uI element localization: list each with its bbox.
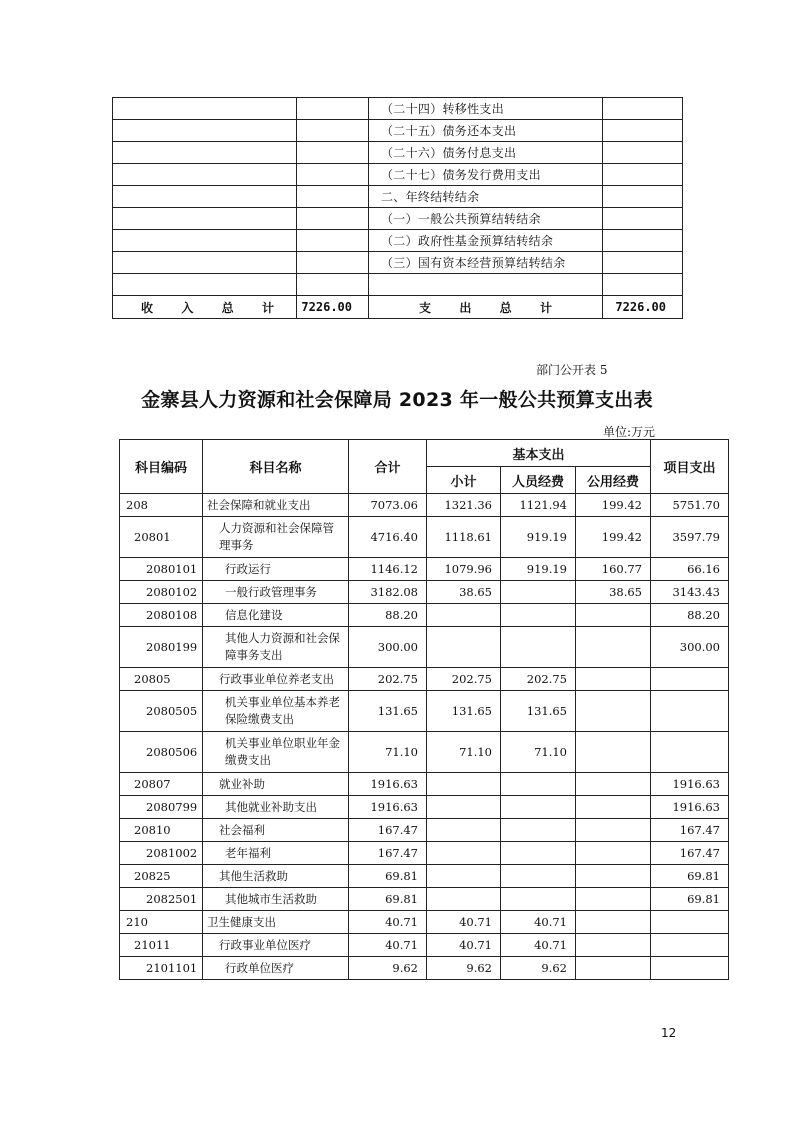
total-cell: 4716.40 <box>349 517 427 558</box>
expense-item-cell: （二）政府性基金预算结转结余 <box>369 230 603 252</box>
public-cell <box>576 819 651 842</box>
empty-cell <box>297 142 369 164</box>
table-row <box>120 558 729 581</box>
public-cell: 199.42 <box>576 517 651 558</box>
project-cell <box>651 957 729 980</box>
public-cell <box>576 604 651 627</box>
subtotal-cell: 1321.36 <box>427 494 501 517</box>
code-cell: 2080506 <box>120 732 203 773</box>
name-cell: 信息化建设 <box>203 604 349 627</box>
summary-row <box>113 164 683 186</box>
empty-cell <box>113 120 297 142</box>
total-cell: 9.62 <box>349 957 427 980</box>
empty-cell <box>603 208 683 230</box>
subtotal-cell: 40.71 <box>427 934 501 957</box>
summary-row <box>113 142 683 164</box>
subtotal-cell: 131.65 <box>427 691 501 732</box>
code-cell: 20810 <box>120 819 203 842</box>
expense-item-cell: （一）一般公共预算结转结余 <box>369 208 603 230</box>
empty-cell <box>603 274 683 296</box>
summary-row <box>113 230 683 252</box>
empty-cell <box>297 164 369 186</box>
budget-expenditure-table <box>119 439 729 980</box>
personnel-cell: 131.65 <box>501 691 576 732</box>
empty-cell <box>603 252 683 274</box>
table-row <box>120 773 729 796</box>
public-cell <box>576 934 651 957</box>
table-row <box>120 732 729 773</box>
page-title: 金寨县人力资源和社会保障局 2023 年一般公共预算支出表 <box>141 389 653 411</box>
total-cell: 7073.06 <box>349 494 427 517</box>
expense-item-cell: （二十六）债务付息支出 <box>369 142 603 164</box>
total-cell: 167.47 <box>349 842 427 865</box>
code-cell: 20805 <box>120 668 203 691</box>
project-cell <box>651 668 729 691</box>
code-cell: 2080101 <box>120 558 203 581</box>
table-row <box>120 819 729 842</box>
total-cell: 88.20 <box>349 604 427 627</box>
name-cell: 就业补助 <box>203 773 349 796</box>
income-total-label: 收入总计 <box>113 296 297 319</box>
subtotal-cell: 9.62 <box>427 957 501 980</box>
page-number: 12 <box>661 1026 677 1040</box>
project-cell: 1916.63 <box>651 796 729 819</box>
code-cell: 2081002 <box>120 842 203 865</box>
code-cell: 21011 <box>120 934 203 957</box>
total-cell: 300.00 <box>349 627 427 668</box>
subtotal-cell <box>427 888 501 911</box>
table-row <box>120 691 729 732</box>
name-cell: 行政运行 <box>203 558 349 581</box>
code-cell: 208 <box>120 494 203 517</box>
public-cell <box>576 865 651 888</box>
expense-item-cell: （三）国有资本经营预算结转结余 <box>369 252 603 274</box>
code-cell: 20825 <box>120 865 203 888</box>
subtotal-cell: 38.65 <box>427 581 501 604</box>
empty-cell <box>113 98 297 120</box>
project-cell: 5751.70 <box>651 494 729 517</box>
project-cell: 69.81 <box>651 888 729 911</box>
table-row <box>120 581 729 604</box>
name-cell: 社会保障和就业支出 <box>203 494 349 517</box>
empty-cell <box>113 274 297 296</box>
empty-cell <box>297 252 369 274</box>
header-subtotal: 小计 <box>427 467 501 494</box>
total-cell: 40.71 <box>349 911 427 934</box>
table-row <box>120 842 729 865</box>
personnel-cell <box>501 604 576 627</box>
header-personnel: 人员经费 <box>501 467 576 494</box>
table-row <box>120 494 729 517</box>
public-cell <box>576 842 651 865</box>
empty-cell <box>603 142 683 164</box>
personnel-cell <box>501 627 576 668</box>
name-cell: 行政事业单位养老支出 <box>203 668 349 691</box>
project-cell: 3143.43 <box>651 581 729 604</box>
code-cell: 20807 <box>120 773 203 796</box>
summary-total-row <box>113 296 683 319</box>
public-cell <box>576 888 651 911</box>
personnel-cell: 202.75 <box>501 668 576 691</box>
personnel-cell: 40.71 <box>501 911 576 934</box>
project-cell: 69.81 <box>651 865 729 888</box>
empty-cell <box>297 120 369 142</box>
summary-row <box>113 98 683 120</box>
project-cell: 1916.63 <box>651 773 729 796</box>
subtotal-cell <box>427 627 501 668</box>
subtotal-cell: 1118.61 <box>427 517 501 558</box>
project-cell: 300.00 <box>651 627 729 668</box>
empty-cell <box>113 208 297 230</box>
summary-row <box>113 274 683 296</box>
expense-item-cell: （二十五）债务还本支出 <box>369 120 603 142</box>
name-cell: 其他就业补助支出 <box>203 796 349 819</box>
public-cell <box>576 957 651 980</box>
unit-label: 单位:万元 <box>603 425 656 439</box>
header-code: 科目编码 <box>120 440 203 494</box>
code-cell: 210 <box>120 911 203 934</box>
summary-row <box>113 186 683 208</box>
empty-cell <box>297 230 369 252</box>
name-cell: 其他人力资源和社会保障事务支出 <box>203 627 349 668</box>
project-cell: 88.20 <box>651 604 729 627</box>
name-cell: 人力资源和社会保障管理事务 <box>203 517 349 558</box>
personnel-cell <box>501 819 576 842</box>
header-public: 公用经费 <box>576 467 651 494</box>
empty-cell <box>113 230 297 252</box>
total-cell: 1146.12 <box>349 558 427 581</box>
code-cell: 2082501 <box>120 888 203 911</box>
subtotal-cell <box>427 796 501 819</box>
empty-cell <box>603 164 683 186</box>
name-cell: 行政单位医疗 <box>203 957 349 980</box>
summary-table-body <box>113 98 683 319</box>
public-cell <box>576 668 651 691</box>
subtotal-cell: 1079.96 <box>427 558 501 581</box>
name-cell: 老年福利 <box>203 842 349 865</box>
personnel-cell <box>501 842 576 865</box>
subtotal-cell <box>427 773 501 796</box>
empty-cell <box>113 186 297 208</box>
project-cell <box>651 732 729 773</box>
project-cell: 167.47 <box>651 819 729 842</box>
table-row <box>120 957 729 980</box>
public-cell: 38.65 <box>576 581 651 604</box>
public-cell <box>576 796 651 819</box>
project-cell <box>651 691 729 732</box>
personnel-cell: 919.19 <box>501 517 576 558</box>
name-cell: 社会福利 <box>203 819 349 842</box>
table-row <box>120 934 729 957</box>
subtotal-cell <box>427 865 501 888</box>
expense-item-cell: （二十七）债务发行费用支出 <box>369 164 603 186</box>
personnel-cell: 9.62 <box>501 957 576 980</box>
code-cell: 2080102 <box>120 581 203 604</box>
summary-row <box>113 208 683 230</box>
project-cell: 3597.79 <box>651 517 729 558</box>
expense-item-cell <box>369 274 603 296</box>
personnel-cell: 71.10 <box>501 732 576 773</box>
total-cell: 40.71 <box>349 934 427 957</box>
public-cell <box>576 691 651 732</box>
name-cell: 其他城市生活救助 <box>203 888 349 911</box>
empty-cell <box>603 98 683 120</box>
summary-row <box>113 252 683 274</box>
total-cell: 3182.08 <box>349 581 427 604</box>
table-row <box>120 796 729 819</box>
project-cell: 167.47 <box>651 842 729 865</box>
total-cell: 1916.63 <box>349 796 427 819</box>
code-cell: 20801 <box>120 517 203 558</box>
revenue-expense-summary-table <box>112 97 683 319</box>
table-row <box>120 911 729 934</box>
header-project: 项目支出 <box>651 440 729 494</box>
empty-cell <box>297 186 369 208</box>
total-cell: 71.10 <box>349 732 427 773</box>
personnel-cell <box>501 773 576 796</box>
empty-cell <box>113 252 297 274</box>
subtotal-cell <box>427 819 501 842</box>
expense-item-cell: （二十四）转移性支出 <box>369 98 603 120</box>
subtotal-cell: 40.71 <box>427 911 501 934</box>
total-cell: 167.47 <box>349 819 427 842</box>
empty-cell <box>297 208 369 230</box>
name-cell: 行政事业单位医疗 <box>203 934 349 957</box>
table-row <box>120 627 729 668</box>
personnel-cell <box>501 888 576 911</box>
project-cell <box>651 911 729 934</box>
empty-cell <box>113 142 297 164</box>
empty-cell <box>297 98 369 120</box>
subtotal-cell <box>427 842 501 865</box>
income-total-amount: 7226.00 <box>297 296 369 319</box>
empty-cell <box>603 230 683 252</box>
total-cell: 69.81 <box>349 888 427 911</box>
public-cell <box>576 732 651 773</box>
table-row <box>120 604 729 627</box>
total-cell: 69.81 <box>349 865 427 888</box>
name-cell: 一般行政管理事务 <box>203 581 349 604</box>
public-cell: 160.77 <box>576 558 651 581</box>
code-cell: 2101101 <box>120 957 203 980</box>
subtotal-cell: 202.75 <box>427 668 501 691</box>
total-cell: 131.65 <box>349 691 427 732</box>
public-cell: 199.42 <box>576 494 651 517</box>
personnel-cell <box>501 796 576 819</box>
personnel-cell <box>501 865 576 888</box>
table-row <box>120 865 729 888</box>
code-cell: 2080505 <box>120 691 203 732</box>
table-row <box>120 668 729 691</box>
empty-cell <box>113 164 297 186</box>
table-row <box>120 888 729 911</box>
empty-cell <box>603 186 683 208</box>
sheet-number: 部门公开表 5 <box>536 363 608 377</box>
personnel-cell: 40.71 <box>501 934 576 957</box>
total-cell: 1916.63 <box>349 773 427 796</box>
summary-row <box>113 120 683 142</box>
expenditure-table-body <box>120 494 729 980</box>
project-cell: 66.16 <box>651 558 729 581</box>
code-cell: 2080799 <box>120 796 203 819</box>
personnel-cell: 919.19 <box>501 558 576 581</box>
name-cell: 其他生活救助 <box>203 865 349 888</box>
header-basic: 基本支出 <box>427 440 651 467</box>
empty-cell <box>297 274 369 296</box>
name-cell: 机关事业单位职业年金缴费支出 <box>203 732 349 773</box>
name-cell: 机关事业单位基本养老保险缴费支出 <box>203 691 349 732</box>
name-cell: 卫生健康支出 <box>203 911 349 934</box>
project-cell <box>651 934 729 957</box>
expense-total-label: 支出总计 <box>369 296 603 319</box>
expense-item-cell: 二、年终结转结余 <box>369 186 603 208</box>
total-cell: 202.75 <box>349 668 427 691</box>
header-total: 合计 <box>349 440 427 494</box>
public-cell <box>576 773 651 796</box>
header-name: 科目名称 <box>203 440 349 494</box>
expense-total-amount: 7226.00 <box>603 296 683 319</box>
personnel-cell <box>501 581 576 604</box>
code-cell: 2080108 <box>120 604 203 627</box>
subtotal-cell: 71.10 <box>427 732 501 773</box>
subtotal-cell <box>427 604 501 627</box>
code-cell: 2080199 <box>120 627 203 668</box>
empty-cell <box>603 120 683 142</box>
public-cell <box>576 627 651 668</box>
table-row <box>120 517 729 558</box>
public-cell <box>576 911 651 934</box>
personnel-cell: 1121.94 <box>501 494 576 517</box>
